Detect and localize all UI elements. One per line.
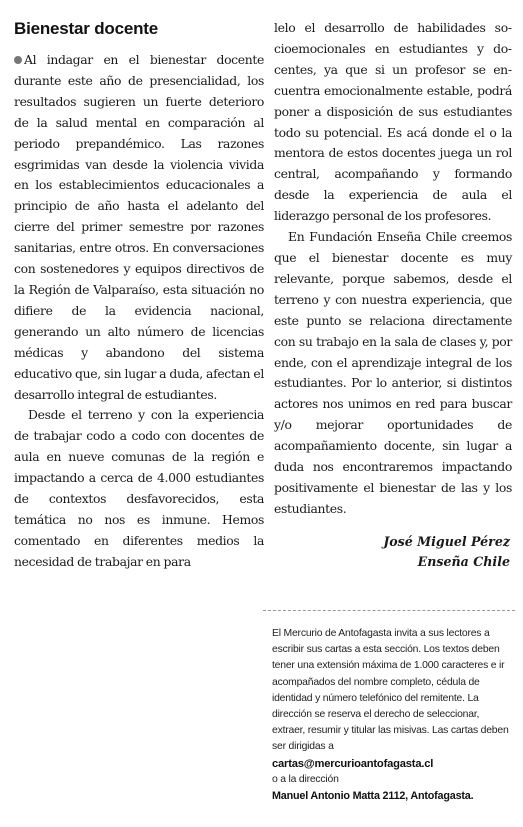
section-divider: [263, 610, 515, 611]
notice-address: Manuel Antonio Matta 2112, Antofagasta.: [272, 790, 474, 803]
notice-address-label: o a la dirección: [272, 773, 339, 785]
notice-text: El Mercurio de Antofagasta invita a sus lectores a escribir sus cartas a esta sección. Los textos deben tener una extensión máxima de 1.000 caracteres e ir acompañados del nombre completo, cédula de identidad y número telefónico del remitente. La dirección se reserva el derecho de seleccionar, extraer, resumir y titular las misivas. Las cartas deben ser dirigidas a: [272, 628, 509, 753]
article-body-left: [14, 50, 264, 573]
author-organization: Enseña Chile: [417, 553, 510, 569]
letters-notice: [272, 626, 514, 804]
bullet-icon: [14, 56, 22, 64]
left-column: [14, 18, 264, 573]
paragraph-3: lelo el desarrollo de habilidades socioemocionales en estudiantes y docentes, ya que si un profesor se encuentra emocionalmente estable, podrá poner a disposición de sus estudiantes todo su potencial. Es acá donde el o la mentora de estos docentes juega un rol central, acompañando y formando desde la experiencia de aula el liderazgo personal de los profesores.: [274, 20, 512, 224]
article-headline: Bienestar docente: [14, 19, 158, 38]
paragraph-1: [14, 50, 264, 405]
paragraph-1-text: Al indagar en el bienestar docente durante este año de presencialidad, los resultados sugieren un fuerte deterioro de la salud mental en comparación al periodo prepandémico. Las razones esgrimidas van desde la violencia vivida en los establecimientos educacionales a principio de año hasta el adelanto del cierre del primer semestre por razones sanitarias, entre otros. En conversaciones con sostenedores y equipos directivos de la Región de Valparaíso, esta situación no difiere de la evidencia nacional, generando un alto número de licencias médicas y abandono del sistema educativo que, sin lugar a duda, afectan el desarrollo integral de estudiantes.: [14, 52, 264, 402]
paragraph-4: En Fundación Enseña Chile creemos que el bienestar docente es muy relevante, porque sabemos, desde el terreno y con nuestra experiencia, que este punto se relaciona directamente con su trabajo en la sala de clases y, por ende, con el aprendizaje integral de los estudiantes. Por lo anterior, si distintos actores nos unimos en red para buscar y/o mejorar oportunidades de acompañamiento docente, sin lugar a duda nos encontraremos impactando positivamente el bienestar de las y los estudiantes.: [274, 229, 512, 516]
author-name: José Miguel Pérez: [383, 533, 510, 549]
author-signature: [274, 532, 512, 572]
notice-email-link[interactable]: cartas@mercurioantofagasta.cl: [272, 757, 434, 770]
paragraph-2: Desde el terreno y con la experiencia de trabajar codo a codo con docentes de aula en nueve comunas de la región e impactando a cerca de 4.000 estudiantes de contextos desfavorecidos, esta temática no nos es inmune. Hemos comentado en diferentes medios la necesidad de trabajar en para: [14, 407, 264, 569]
right-column: [274, 18, 512, 572]
article-body-right: [274, 18, 512, 520]
